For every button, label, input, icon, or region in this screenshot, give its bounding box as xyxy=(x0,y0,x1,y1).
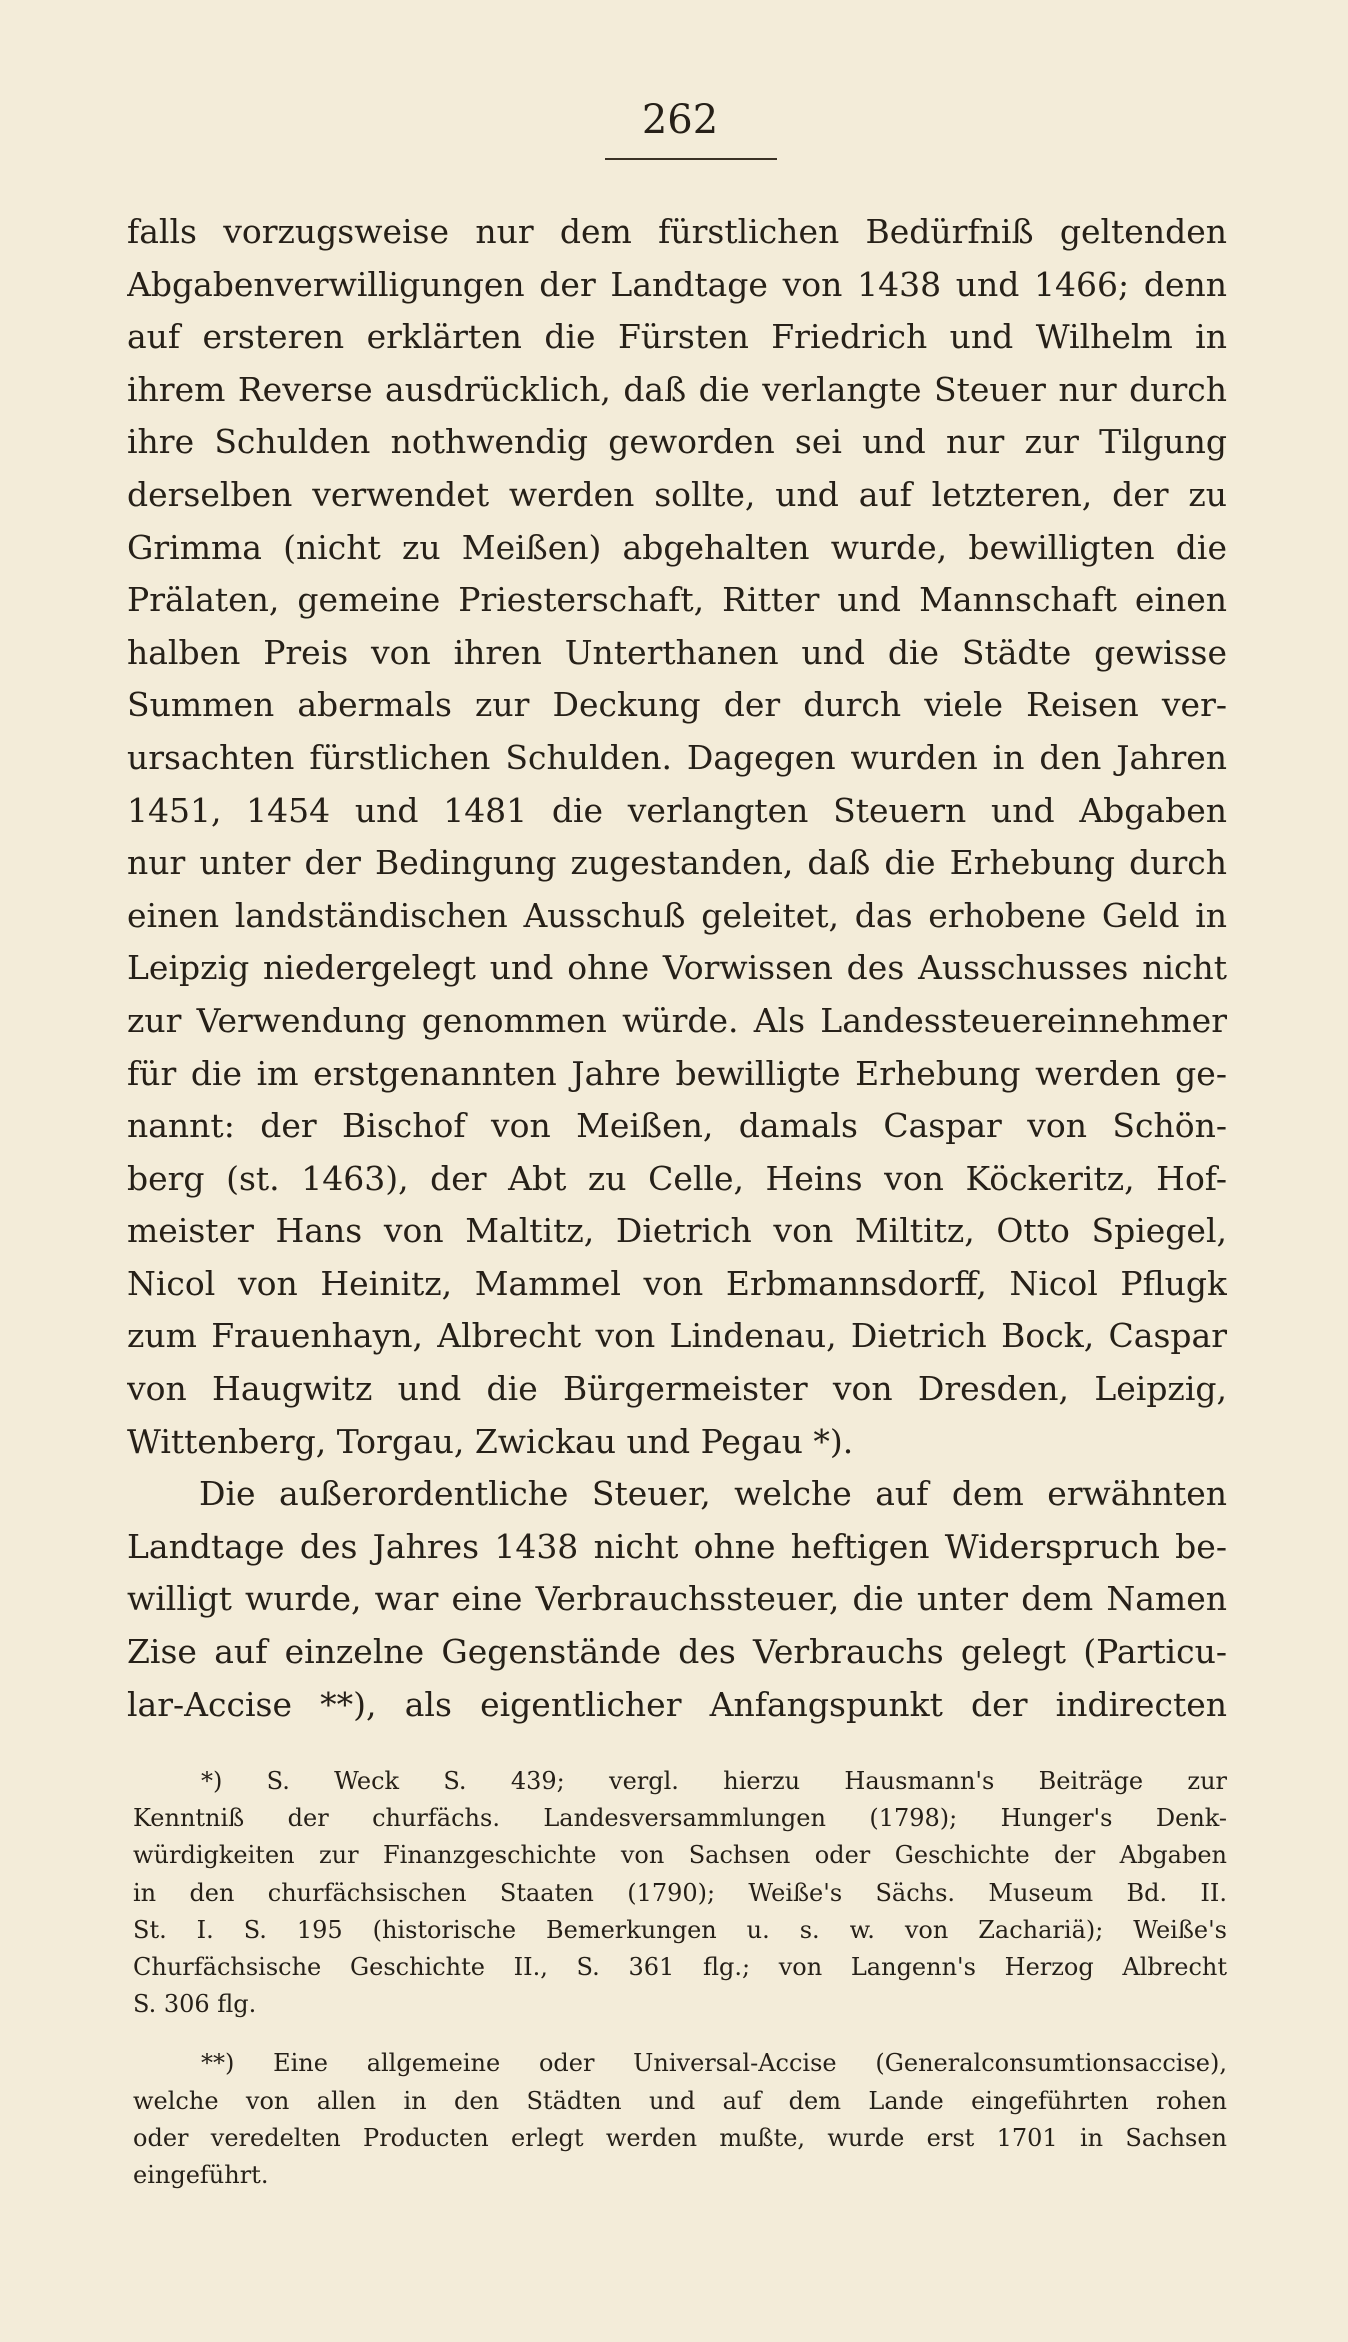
text-line: zur Verwendung genommen würde. Als Landessteuereinnehmer xyxy=(127,1000,1227,1040)
text-line: ihrem Reverse ausdrücklich, daß die verlangte Steuer nur durch xyxy=(127,369,1227,409)
text-line: Leipzig niedergelegt und ohne Vorwissen des Ausschusses nicht xyxy=(127,948,1227,988)
text-line: derselben verwendet werden sollte, und auf letzteren, der zu xyxy=(127,474,1227,514)
text-line: Grimma (nicht zu Meißen) abgehalten wurde, bewilligten die xyxy=(127,527,1227,567)
text-line: lar-Accise **), als eigentlicher Anfangspunkt der indirecten xyxy=(127,1684,1227,1724)
text-line: berg (st. 1463), der Abt zu Celle, Heins von Köckeritz, Hof- xyxy=(127,1158,1227,1198)
text-line: 1451, 1454 und 1481 die verlangten Steuern und Abgaben xyxy=(127,790,1227,830)
text-line: Wittenberg, Torgau, Zwickau und Pegau *). xyxy=(127,1421,854,1461)
footnote-line: S. 306 flg. xyxy=(133,1990,257,2019)
footnote-line: eingeführt. xyxy=(133,2160,269,2189)
text-line: meister Hans von Maltitz, Dietrich von Miltitz, Otto Spiegel, xyxy=(127,1211,1227,1251)
text-line: willigt wurde, war eine Verbrauchssteuer, die unter dem Namen xyxy=(127,1579,1227,1619)
text-line: zum Frauenhayn, Albrecht von Lindenau, Dietrich Bock, Caspar xyxy=(127,1316,1227,1356)
text-line: Prälaten, gemeine Priesterschaft, Ritter und Mannschaft einen xyxy=(127,580,1227,620)
text-line: auf ersteren erklärten die Fürsten Friedrich und Wilhelm in xyxy=(127,317,1227,357)
footnote-line: **) Eine allgemeine oder Universal-Accise (Generalconsumtionsaccise), xyxy=(201,2049,1227,2078)
footnote-line: oder veredelten Producten erlegt werden mußte, wurde erst 1701 in Sachsen xyxy=(133,2123,1227,2152)
text-line: Zise auf einzelne Gegenstände des Verbrauchs gelegt (Particu- xyxy=(127,1632,1227,1672)
footnotes xyxy=(133,1763,1227,2194)
text-line: Abgabenverwilligungen der Landtage von 1438 und 1466; denn xyxy=(127,264,1227,304)
page-number: 262 xyxy=(641,97,719,143)
footnote-line: Kenntniß der churfächs. Landesversammlungen (1798); Hunger's Denk- xyxy=(133,1804,1227,1833)
footnote-line: *) S. Weck S. 439; vergl. hierzu Hausmann's Beiträge zur xyxy=(201,1767,1227,1795)
footnote-line: würdigkeiten zur Finanzgeschichte von Sachsen oder Geschichte der Abgaben xyxy=(133,1841,1227,1870)
text-line: einen landständischen Ausschuß geleitet, das erhobene Geld in xyxy=(127,895,1227,935)
text-line: halben Preis von ihren Unterthanen und die Städte gewisse xyxy=(127,632,1227,672)
text-line: nannt: der Bischof von Meißen, damals Caspar von Schön- xyxy=(127,1106,1227,1146)
footnote-line: welche von allen in den Städten und auf dem Lande eingeführten rohen xyxy=(133,2086,1227,2115)
text-line: von Haugwitz und die Bürgermeister von Dresden, Leipzig, xyxy=(127,1369,1227,1409)
footnote-line: St. I. S. 195 (historische Bemerkungen u. s. w. von Zachariä); Weiße's xyxy=(133,1915,1227,1944)
text-line: Nicol von Heinitz, Mammel von Erbmannsdorff, Nicol Pflugk xyxy=(127,1263,1227,1303)
header-rule xyxy=(605,158,777,160)
text-line: Landtage des Jahres 1438 nicht ohne heftigen Widerspruch be- xyxy=(127,1526,1227,1566)
footnote-line: in den churfächsischen Staaten (1790); Weiße's Sächs. Museum Bd. II. xyxy=(133,1878,1227,1907)
text-line: falls vorzugsweise nur dem fürstlichen Bedürfniß geltenden xyxy=(127,212,1227,251)
text-line: Die außerordentliche Steuer, welche auf dem erwähnten xyxy=(199,1474,1227,1514)
text-line: ihre Schulden nothwendig geworden sei und nur zur Tilgung xyxy=(127,422,1227,462)
text-line: Summen abermals zur Deckung der durch viele Reisen ver- xyxy=(127,685,1227,725)
text-line: für die im erstgenannten Jahre bewilligte Erhebung werden ge- xyxy=(127,1053,1227,1093)
text-line: ursachten fürstlichen Schulden. Dagegen wurden in den Jahren xyxy=(127,737,1227,777)
body-text xyxy=(127,206,1227,1731)
footnote-line: Churfächsische Geschichte II., S. 361 flg.; von Langenn's Herzog Albrecht xyxy=(133,1952,1227,1981)
text-line: nur unter der Bedingung zugestanden, daß die Erhebung durch xyxy=(127,843,1227,883)
